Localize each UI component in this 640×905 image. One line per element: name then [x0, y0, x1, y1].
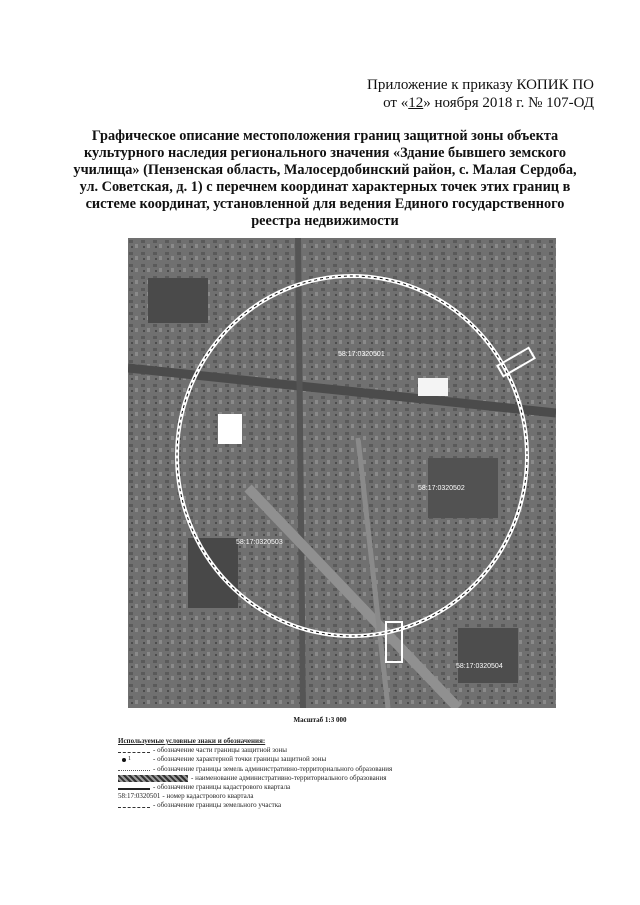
dashed-line-icon [118, 752, 150, 753]
cadastral-label: 58:17:0320504 [456, 663, 503, 670]
annex-day: 12 [408, 95, 424, 111]
hatch-swatch-icon [118, 775, 188, 782]
legend-item: 58:17:0320501 - номер кадастрового квартала [118, 792, 254, 801]
boundary-map [128, 238, 556, 708]
point-icon [118, 757, 150, 764]
legend-item: - обозначение границы кадастрового квартала [118, 783, 392, 792]
document-title: Графическое описание местоположения границ защитной зоны объекта культурного наследия регионального значения «Здание бывшего земского училища» (Пензенская область, Малосердобинский район, с. Малая Сердоба, ул. Советская, д. 1) с перечнем координат характерных точек этих границ в системе координат, установленной для ведения Единого государственного реестра недвижимости [73, 128, 577, 229]
cadastral-label: 58:17:0320503 [236, 539, 283, 546]
legend-item: - обозначение части границы защитной зоны [118, 746, 392, 755]
legend-item: - обозначение границы земель административно-территориального образования [118, 765, 392, 774]
cadastral-label: 58:17:0320502 [418, 485, 465, 492]
map-scale: Масштаб 1:3 000 [293, 716, 347, 724]
legend-item: 1 - обозначение характерной точки границы защитной зоны [118, 755, 392, 764]
solid-line-icon [118, 788, 150, 790]
annex-line-1: Приложение к приказу КОПИК ПО [367, 77, 594, 93]
annex-line-2: от «12» ноября 2018 г. № 107-ОД [383, 95, 594, 111]
cadastral-code-sample: 58:17:0320501 [118, 792, 161, 801]
legend-item: - наименование административно-территориального образования [118, 774, 392, 783]
dashed-line-icon [118, 807, 150, 808]
annex-header [367, 76, 594, 112]
legend [118, 737, 392, 811]
legend-heading: Используемые условные знаки и обозначения: [118, 737, 266, 745]
legend-item: - обозначение границы земельного участка [118, 801, 392, 810]
map-image [128, 238, 556, 708]
cadastral-label: 58:17:0320501 [338, 351, 385, 358]
dotted-line-icon [118, 770, 150, 771]
